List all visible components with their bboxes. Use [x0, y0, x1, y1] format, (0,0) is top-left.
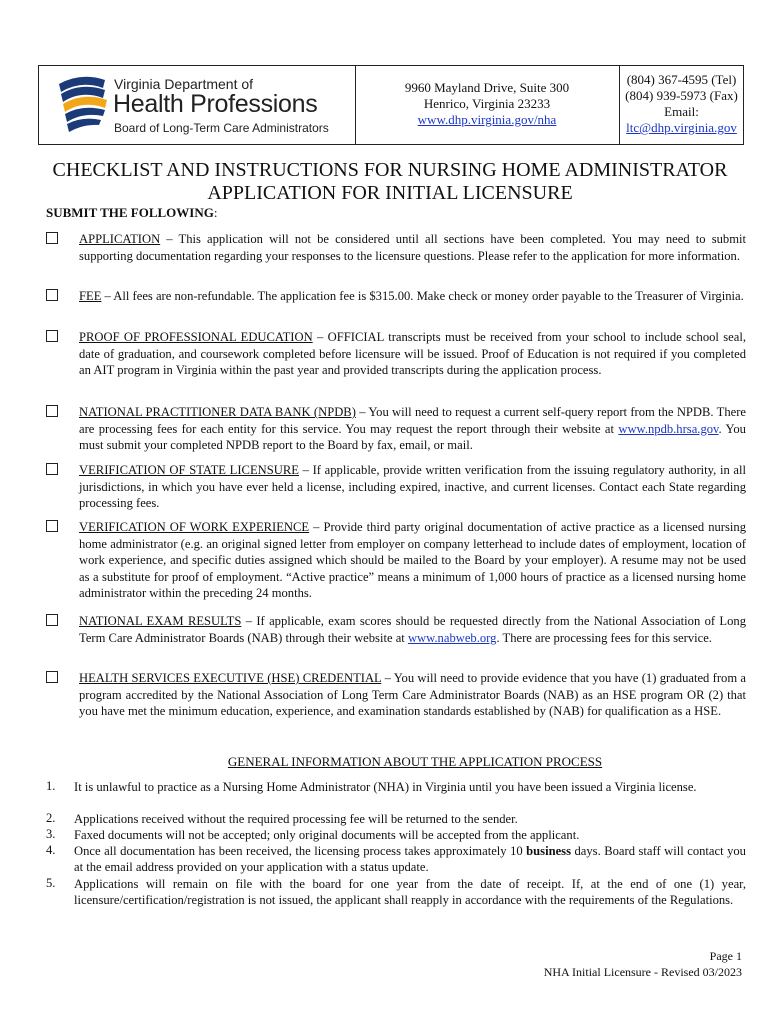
- item-heading: NATIONAL PRACTITIONER DATA BANK (NPDB): [79, 405, 356, 419]
- item-text: [74, 843, 746, 875]
- checklist-item-education: [46, 329, 746, 379]
- general-item-3: [46, 827, 746, 843]
- item-text-end: days. Board staff will contact you at the email address provided on your application with a status update.: [74, 844, 746, 874]
- item-text-start: Once all documentation has been received, the licensing process takes approximately 10: [74, 844, 527, 858]
- checkbox[interactable]: [46, 232, 58, 244]
- checkbox[interactable]: [46, 614, 58, 626]
- item-body: – You will need to provide evidence that you have (1) graduated from a program accredited by the National Association of Long Term Care Administrator Boards (NAB) as an HSE program OR (2) that you have met the minimum education, experience, and examination standards established by (NAB) for qualification as a HSE.: [79, 671, 747, 718]
- org-line1: Virginia Department of: [114, 76, 254, 92]
- website-link[interactable]: www.dhp.virginia.gov/nha: [417, 112, 557, 127]
- general-item-4: [46, 843, 746, 875]
- item-text: Applications will remain on file with the board for one year from the date of receipt. If, at the end of one (1) year, licensure/certification/registration is not issued, the applicant shall reapply in accordance with the requirements of the Regulations.: [74, 877, 746, 907]
- general-item-1: [46, 779, 746, 795]
- item-body: – OFFICIAL transcripts must be received from your school to include school seal, date of graduation, and coursework completed before licensure will be issued. Proof of Education is not required if you completed an AIT program in Virginia within the past year and provided transcripts during the application process.: [79, 330, 747, 377]
- item-body-end: . You must submit your completed NPDB report to the Board by fax, email, or mail.: [79, 421, 746, 452]
- item-heading: VERIFICATION OF WORK EXPERIENCE: [79, 520, 310, 534]
- checklist-item-application: [46, 231, 746, 264]
- submit-label: SUBMIT THE FOLLOWING: [46, 205, 214, 220]
- checklist-item-state-licensure: [46, 462, 746, 512]
- item-heading: VERIFICATION OF STATE LICENSURE: [79, 463, 299, 477]
- general-info-heading: GENERAL INFORMATION ABOUT THE APPLICATION PROCESS: [227, 754, 603, 769]
- checkbox[interactable]: [46, 520, 58, 532]
- item-body: – If applicable, provide written verification from the issuing regulatory authority, in all jurisdictions, in which you have ever held a license, including expired, inactive, and current licenses. Contact each State regarding processing fees.: [79, 463, 747, 510]
- item-body: – If applicable, exam scores should be requested directly from the National Association of Long Term Care Administrator Boards (NAB) through their website at: [79, 614, 746, 645]
- item-body: – All fees are non-refundable. The application fee is $315.00. Make check or money order payable to the Treasurer of Virginia.: [101, 289, 744, 303]
- address-line2: Henrico, Virginia 23233: [423, 96, 551, 111]
- checklist-item-npdb: [46, 404, 746, 454]
- org-line3: Board of Long-Term Care Administrators: [114, 121, 329, 135]
- item-heading: NATIONAL EXAM RESULTS: [79, 614, 242, 628]
- item-number: 3.: [46, 827, 56, 841]
- general-item-2: [46, 811, 746, 827]
- checklist-item-work-experience: [46, 519, 746, 602]
- phone-fax: (804) 939-5973 (Fax): [625, 88, 738, 103]
- item-heading: FEE: [79, 289, 102, 303]
- item-body: – You will need to request a current self-query report from the NPDB. There are processing fees for each entity for this service. You may request the report through their website at: [79, 405, 746, 436]
- item-number: 2.: [46, 811, 56, 825]
- checkbox[interactable]: [46, 405, 58, 417]
- item-text: Faxed documents will not be accepted; only original documents will be accepted from the applicant.: [74, 828, 580, 842]
- item-number: 5.: [46, 876, 56, 890]
- checklist-item-exam-results: [46, 613, 746, 646]
- title-line1: CHECKLIST AND INSTRUCTIONS FOR NURSING HOME ADMINISTRATOR: [52, 159, 728, 181]
- item-body: – This application will not be considered until all sections have been completed. You may need to submit supporting documentation regarding your responses to the licensure questions. Please refer to the application for more information.: [79, 232, 746, 263]
- page-footer: [544, 948, 742, 980]
- phone-tel: (804) 367-4595 (Tel): [626, 72, 737, 87]
- title-line2: APPLICATION FOR INITIAL LICENSURE: [207, 182, 573, 204]
- checkbox[interactable]: [46, 671, 58, 683]
- item-heading: HEALTH SERVICES EXECUTIVE (HSE) CREDENTIAL: [79, 671, 382, 685]
- item-body-end: . There are processing fees for this service.: [496, 630, 712, 645]
- item-text: It is unlawful to practice as a Nursing Home Administrator (NHA) in Virginia until you have been issued a Virginia license.: [74, 780, 697, 794]
- page-number: Page 1: [709, 949, 742, 963]
- logo-cell: [39, 66, 356, 144]
- item-body: – Provide third party original documentation of active practice as a licensed nursing home administrator (e.g. an original signed letter from employer on company letterhead to include dates of employment, location of work experience, and specific duties assigned which should be mailed to the Board by your employer). A resume may not be used as a substitute for proof of employment. “Active practice” means a minimum of 1,000 hours of practice as a licensed nursing home administrator within the preceding 24 months.: [79, 520, 746, 600]
- item-text-bold: business: [526, 844, 571, 858]
- contact-cell: [620, 66, 743, 144]
- item-heading: PROOF OF PROFESSIONAL EDUCATION: [79, 330, 313, 344]
- general-item-5: [46, 876, 746, 908]
- item-text: Applications received without the required processing fee will be returned to the sender.: [74, 812, 518, 826]
- checklist-item-hse: [46, 670, 746, 720]
- npdb-link[interactable]: www.npdb.hrsa.gov: [618, 421, 719, 436]
- nab-link[interactable]: www.nabweb.org: [407, 630, 497, 645]
- email-link[interactable]: ltc@dhp.virginia.gov: [626, 120, 737, 135]
- revision-note: NHA Initial Licensure - Revised 03/2023: [543, 965, 742, 979]
- item-number: 1.: [46, 779, 56, 793]
- org-line2: Health Professions: [113, 90, 318, 118]
- checkbox[interactable]: [46, 463, 58, 475]
- checkbox[interactable]: [46, 330, 58, 342]
- dhp-logo-icon: [53, 74, 111, 136]
- address-cell: [355, 66, 620, 144]
- item-heading: APPLICATION: [79, 232, 161, 246]
- submit-heading: SUBMIT THE FOLLOWING:: [46, 205, 218, 220]
- item-number: 4.: [46, 843, 56, 857]
- checklist-item-fee: [46, 288, 746, 305]
- letterhead: [38, 65, 744, 145]
- address-line1: 9960 Mayland Drive, Suite 300: [404, 80, 570, 95]
- email-label: Email:: [664, 104, 699, 119]
- checkbox[interactable]: [46, 289, 58, 301]
- page-title: [40, 159, 740, 205]
